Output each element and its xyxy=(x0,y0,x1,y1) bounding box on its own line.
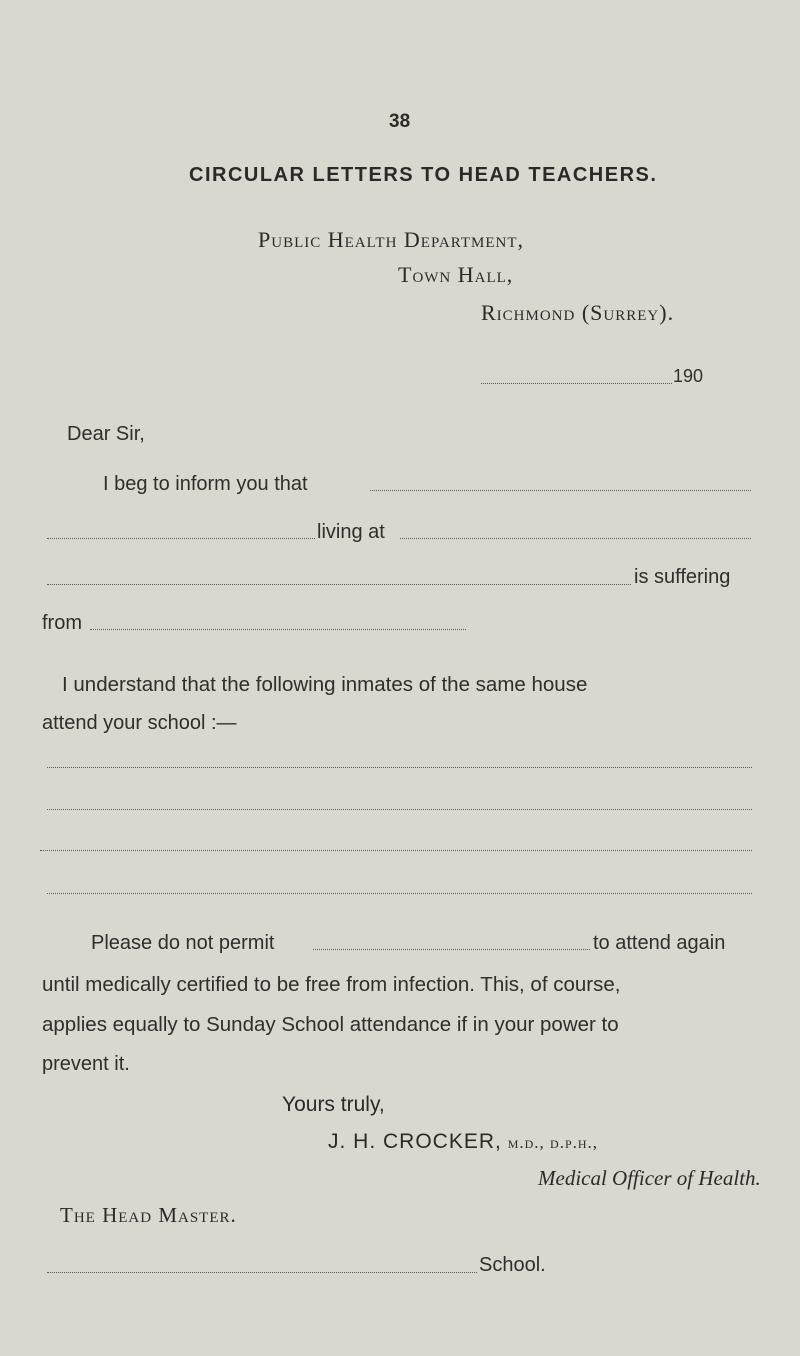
permit-text: Please do not permit xyxy=(91,932,275,954)
signature-degrees: m.d., d.p.h., xyxy=(507,1133,599,1152)
signature-title: Medical Officer of Health. xyxy=(538,1166,761,1190)
address-line-1: Public Health Department, xyxy=(258,227,525,252)
salutation: Dear Sir, xyxy=(67,423,145,445)
from-text: from xyxy=(42,612,82,634)
address-blank xyxy=(400,538,751,539)
inmate-blank-4 xyxy=(47,893,752,894)
suffering-text: is suffering xyxy=(634,566,731,588)
school-suffix: School. xyxy=(479,1254,546,1276)
inform-text: I beg to inform you that xyxy=(103,473,308,495)
closing: Yours truly, xyxy=(282,1093,385,1116)
date-suffix: 190 xyxy=(673,366,704,386)
addressee: The Head Master. xyxy=(60,1203,237,1227)
inmate-blank-2 xyxy=(47,809,752,810)
permit-blank xyxy=(313,949,590,950)
inmates-line-1: I understand that the following inmates of the same house xyxy=(62,673,588,696)
school-blank xyxy=(47,1272,477,1273)
inmate-blank-3 xyxy=(40,850,752,851)
page-number: 38 xyxy=(389,111,411,132)
signature-name: J. H. CROCKER, xyxy=(328,1130,502,1153)
disease-blank xyxy=(90,629,466,630)
signature-block xyxy=(328,1130,598,1154)
permit-text-2: to attend again xyxy=(593,932,726,954)
paragraph-line-2: until medically certified to be free from infection. This, of course, xyxy=(42,973,621,996)
paragraph-line-4: prevent it. xyxy=(42,1053,130,1075)
page-title: CIRCULAR LETTERS TO HEAD TEACHERS. xyxy=(189,164,658,186)
paragraph-line-3: applies equally to Sunday School attendance if in your power to xyxy=(42,1013,619,1036)
living-at-text: living at xyxy=(317,521,385,543)
address-line-3: Richmond (Surrey). xyxy=(481,300,675,325)
address-line-2: Town Hall, xyxy=(398,262,514,287)
name-blank-2 xyxy=(47,538,315,539)
address-blank-2 xyxy=(47,584,631,585)
inmates-line-2: attend your school :— xyxy=(42,712,237,734)
name-blank xyxy=(370,490,751,491)
date-blank xyxy=(481,383,672,384)
inmate-blank-1 xyxy=(47,767,752,768)
